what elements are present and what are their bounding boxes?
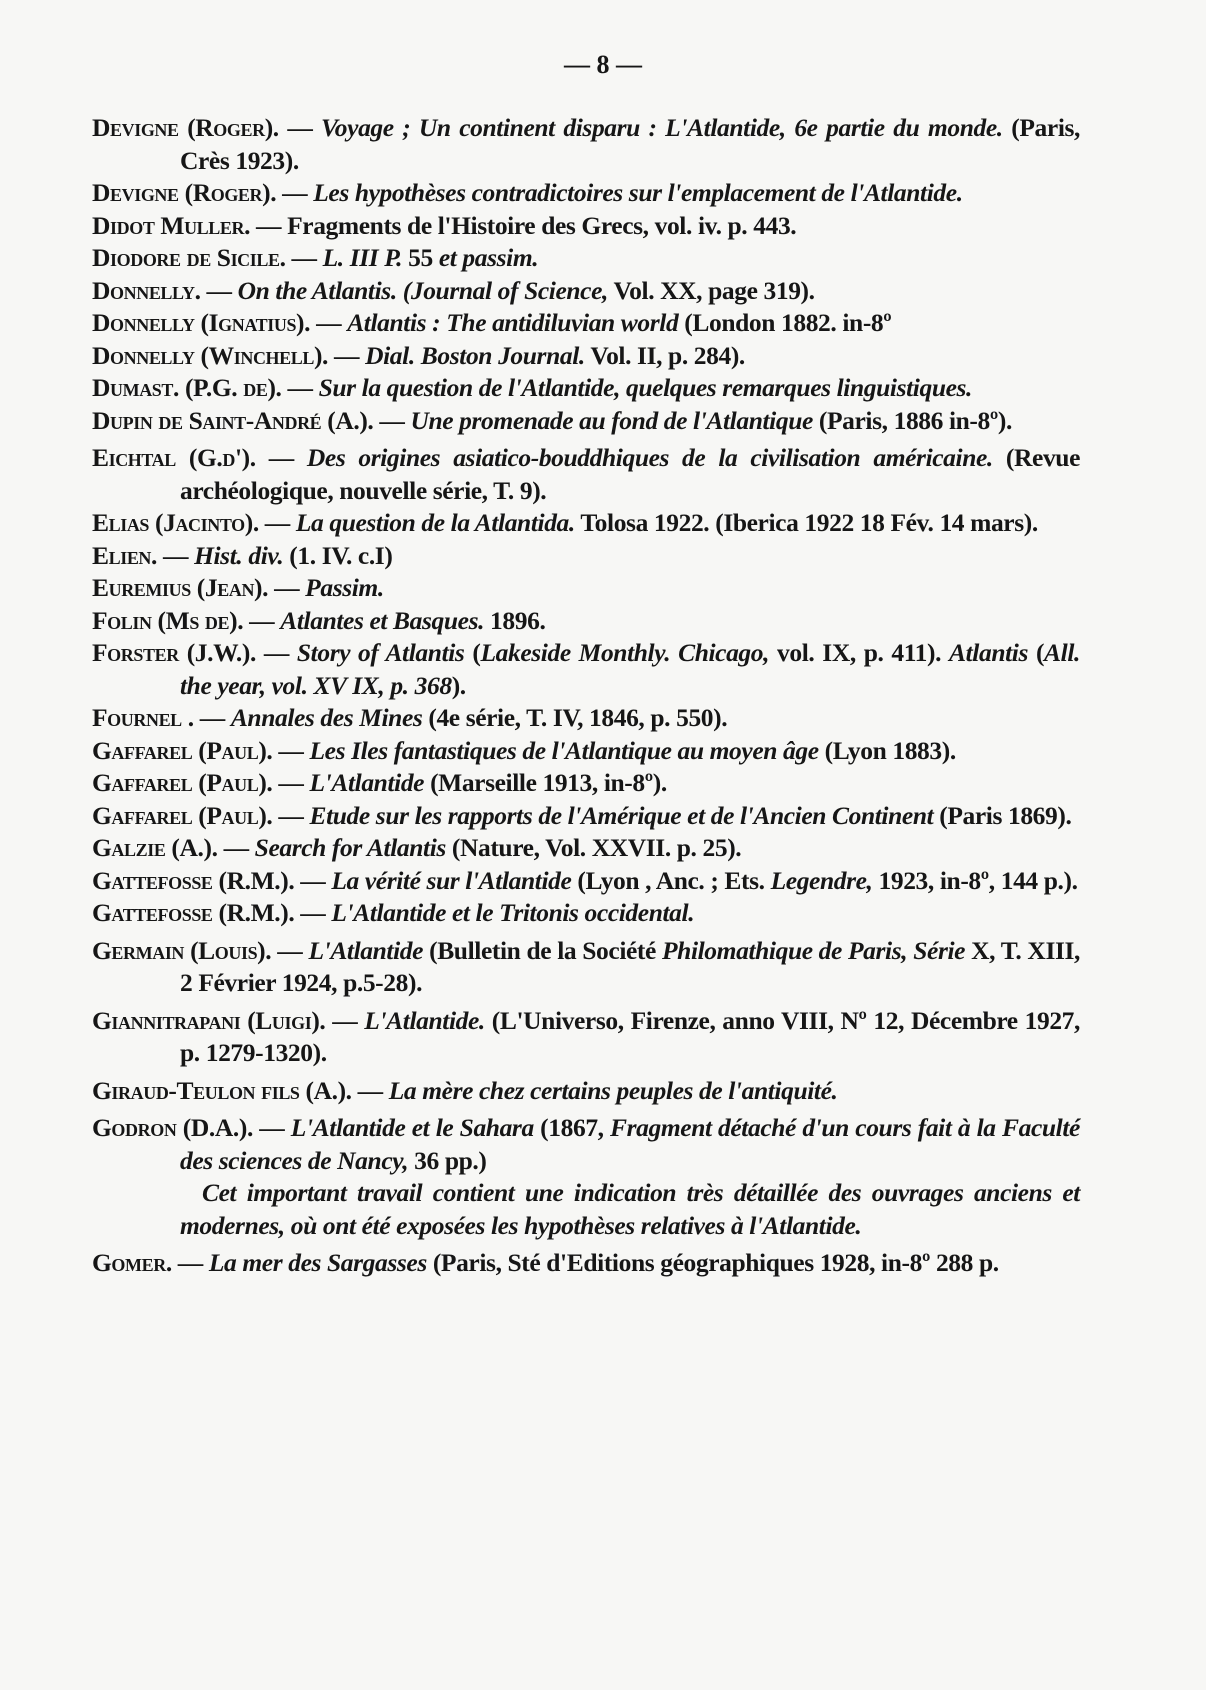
bibliography-entry [92, 572, 1080, 605]
entry-text: ( [464, 638, 481, 667]
bibliography-entry [92, 242, 1080, 275]
bibliography-entry [92, 405, 1080, 438]
entry-title: Fragment détaché d'un cours fait à la Faculté des sciences de Nancy, [180, 1113, 1080, 1175]
bibliography-list [92, 112, 1080, 1280]
entry-text: (L'Universo, Firenze, anno VIII, Nº 12, Décembre 1927, p. 1279-1320). [180, 1005, 1081, 1067]
entry-title: Atlantis : The antidiluvian world [347, 308, 679, 337]
entry-author: Devigne (Roger). [92, 113, 279, 142]
bibliography-entry [92, 865, 1080, 898]
entry-text: (Lyon 1883). [818, 735, 956, 765]
entry-text: (Paris 1869). [933, 800, 1072, 830]
entry-title: Lakeside Monthly. Chicago, [480, 638, 770, 667]
entry-text: — [271, 935, 309, 965]
entry-text: — [272, 800, 310, 830]
entry-author: Godron (D.A.). [92, 1113, 253, 1142]
entry-text: — [171, 1248, 209, 1277]
bibliography-entry [92, 372, 1080, 405]
entry-text: vol. IX, p. 411). [769, 638, 950, 667]
entry-title: La question de la Atlantida. [295, 508, 575, 537]
entry-author: Fournel . [92, 703, 194, 732]
entry-title: Atlantes et Basques. [280, 605, 485, 635]
bibliography-entry [92, 540, 1080, 573]
entry-text: — [268, 573, 306, 602]
entry-text: — [281, 373, 319, 402]
bibliography-entry [92, 442, 1080, 507]
entry-title: Passim. [305, 573, 384, 602]
entry-text: 1896. [484, 605, 546, 635]
entry-title: Atlantis [949, 638, 1029, 667]
entry-title: L'Atlantide [308, 935, 424, 965]
entry-author: Diodore de Sicile. [92, 243, 286, 272]
bibliography-entry [92, 1075, 1080, 1108]
entry-text: — [200, 275, 238, 305]
bibliography-entry [92, 112, 1080, 177]
entry-title: La mère chez certains peuples de l'antiquité. [388, 1075, 838, 1105]
entry-author: Germain (Louis). [92, 935, 272, 965]
entry-title: L'Atlantide et le Tritonis occidental. [331, 898, 695, 927]
entry-author: Forster (J.W.). [92, 638, 256, 667]
entry-text: — [272, 735, 310, 765]
entry-text: — [258, 508, 296, 537]
entry-title: Annales des Mines [230, 703, 423, 732]
entry-title: Philomathique de Paris, Série [661, 935, 966, 965]
entry-author: Elias (Jacinto). [92, 508, 259, 537]
bibliography-entry [92, 507, 1080, 540]
entry-author: Donnelly. [92, 275, 201, 305]
entry-text: — [272, 768, 310, 797]
entry-title: Une promenade au fond de l'Atlantique [410, 405, 813, 435]
entry-text: Tolosa 1922. (Iberica 1922 18 Fév. 14 mars). [574, 508, 1038, 537]
entry-author: Gattefosse (R.M.). [92, 898, 295, 927]
bibliography-entry [92, 832, 1080, 865]
entry-title: Story of Atlantis [296, 638, 465, 667]
entry-text: — [310, 308, 348, 337]
entry-author: Donnelly (Ignatius). [92, 308, 311, 337]
page-number: — 8 — [564, 50, 642, 79]
entry-title: La vérité sur l'Atlantide [331, 865, 572, 895]
entry-author: Galzie (A.). [92, 833, 218, 862]
entry-text: — [325, 1005, 365, 1035]
bibliography-entry [92, 637, 1080, 702]
entry-title: Voyage ; Un continent disparu : L'Atlantide, 6e partie du monde. [321, 113, 1003, 142]
entry-title: On the Atlantis. (Journal of Science, [237, 275, 608, 305]
entry-text: (London 1882. in-8º [678, 308, 892, 337]
entry-title: L'Atlantide [309, 768, 425, 797]
bibliography-entry [92, 340, 1080, 373]
entry-text: (Marseille 1913, in-8º). [424, 768, 667, 797]
entry-text: — [157, 540, 195, 570]
entry-title: Sur la question de l'Atlantide, quelques remarques linguistiques. [318, 373, 973, 402]
entry-text: X, T. XIII, 2 Février 1924, p.5-28). [180, 935, 1080, 997]
entry-text: 55 [402, 243, 439, 272]
entry-text: (Paris, Sté d'Editions géographiques 1928, in-8º 288 p. [426, 1248, 999, 1277]
bibliography-entry [92, 735, 1080, 768]
entry-text: (1. IV. c.I) [283, 540, 393, 570]
entry-text: — [285, 243, 323, 272]
entry-title: La mer des Sargasses [208, 1248, 427, 1277]
entry-text: (Paris, 1886 in-8º). [812, 405, 1012, 435]
entry-author: Gaffarel (Paul). [92, 800, 273, 830]
entry-author: Giannitrapani (Luigi). [92, 1005, 326, 1035]
entry-text: — [255, 638, 297, 667]
entry-title: L. III P. [322, 243, 403, 272]
entry-title: Des origines asiatico-bouddhiques de la civilisation américaine. [306, 443, 993, 472]
entry-text: — [294, 865, 332, 895]
entry-text: (Revue archéologique, nouvelle série, T. 9). [180, 443, 1080, 505]
bibliography-entry [92, 935, 1080, 1000]
entry-title: Les Iles fantastiques de l'Atlantique au moyen âge [309, 735, 819, 765]
bibliography-entry [92, 275, 1080, 308]
entry-text: — [373, 405, 411, 435]
entry-text: — [351, 1075, 389, 1105]
entry-title: et passim. [438, 243, 539, 272]
entry-title: L'Atlantide. [364, 1005, 485, 1035]
entry-text: 1923, in-8º, 144 p.). [872, 865, 1078, 895]
entry-text: ( [1028, 638, 1045, 667]
entry-author: Elien. [92, 540, 157, 570]
entry-author: Folin (Ms de). [92, 605, 244, 635]
bibliography-entry [92, 605, 1080, 638]
entry-text: 36 pp.) [408, 1145, 487, 1175]
bibliography-entry [92, 897, 1080, 930]
entry-text: ). [451, 670, 466, 700]
entry-text: (Lyon , Anc. ; Ets. [571, 865, 771, 895]
entry-text: Vol. II, p. 284). [584, 340, 745, 370]
entry-text: (Nature, Vol. XXVII. p. 25). [445, 833, 742, 862]
entry-title: All. the year, vol. XV IX, p. 368 [180, 638, 1080, 700]
bibliography-entry [92, 1112, 1080, 1242]
entry-text: — Fragments de l'Histoire des Grecs, vol. iv. p. 443. [250, 210, 797, 240]
entry-title: L'Atlantide et le Sahara [290, 1113, 534, 1142]
bibliography-entry [92, 307, 1080, 340]
entry-author: Gattefosse (R.M.). [92, 865, 295, 895]
entry-author: Gomer. [92, 1248, 172, 1277]
entry-title: Search for Atlantis [254, 833, 446, 862]
entry-author: Eichtal (G.d'). [92, 443, 256, 472]
entry-title: Dial. Boston Journal. [365, 340, 585, 370]
entry-author: Devigne (Roger). [92, 178, 277, 207]
entry-author: Donnelly (Winchell). [92, 340, 329, 370]
bibliography-entry [92, 1247, 1080, 1280]
entry-author: Dumast. (P.G. de). [92, 373, 282, 402]
entry-text: — [294, 898, 332, 927]
entry-text: — [278, 113, 322, 142]
bibliography-entry [92, 702, 1080, 735]
entry-text: — [328, 340, 366, 370]
entry-author: Gaffarel (Paul). [92, 735, 273, 765]
entry-text: Vol. XX, page 319). [607, 275, 815, 305]
entry-title: Les hypothèses contradictoires sur l'emplacement de l'Atlantide. [313, 178, 963, 207]
entry-text: (Bulletin de la Société [423, 935, 662, 965]
entry-text: — [193, 703, 231, 732]
entry-author: Euremius (Jean). [92, 573, 269, 602]
entry-note: Cet important travail contient une indication très détaillée des ouvrages anciens et modernes, où ont été exposées les hypothèses relatives à l'Atlantide. [180, 1178, 1080, 1240]
entry-title: Hist. div. [194, 540, 284, 570]
bibliography-entry [92, 800, 1080, 833]
entry-title: Legendre, [770, 865, 873, 895]
entry-text: — [276, 178, 314, 207]
bibliography-entry [92, 177, 1080, 210]
entry-text: — [252, 1113, 291, 1142]
entry-text: (1867, [533, 1113, 611, 1142]
bibliography-entry [92, 210, 1080, 243]
entry-text: (4e série, T. IV, 1846, p. 550). [422, 703, 728, 732]
bibliography-entry [92, 1005, 1080, 1070]
entry-text: — [255, 443, 307, 472]
bibliography-entry [92, 767, 1080, 800]
entry-text: — [217, 833, 255, 862]
entry-text: — [243, 605, 281, 635]
entry-author: Dupin de Saint-André (A.). [92, 405, 374, 435]
entry-text: (Paris, Crès 1923). [180, 113, 1080, 175]
entry-author: Giraud-Teulon fils (A.). [92, 1075, 352, 1105]
entry-author: Didot Muller. [92, 210, 251, 240]
entry-author: Gaffarel (Paul). [92, 768, 273, 797]
entry-title: Etude sur les rapports de l'Amérique et de l'Ancien Continent [309, 800, 934, 830]
